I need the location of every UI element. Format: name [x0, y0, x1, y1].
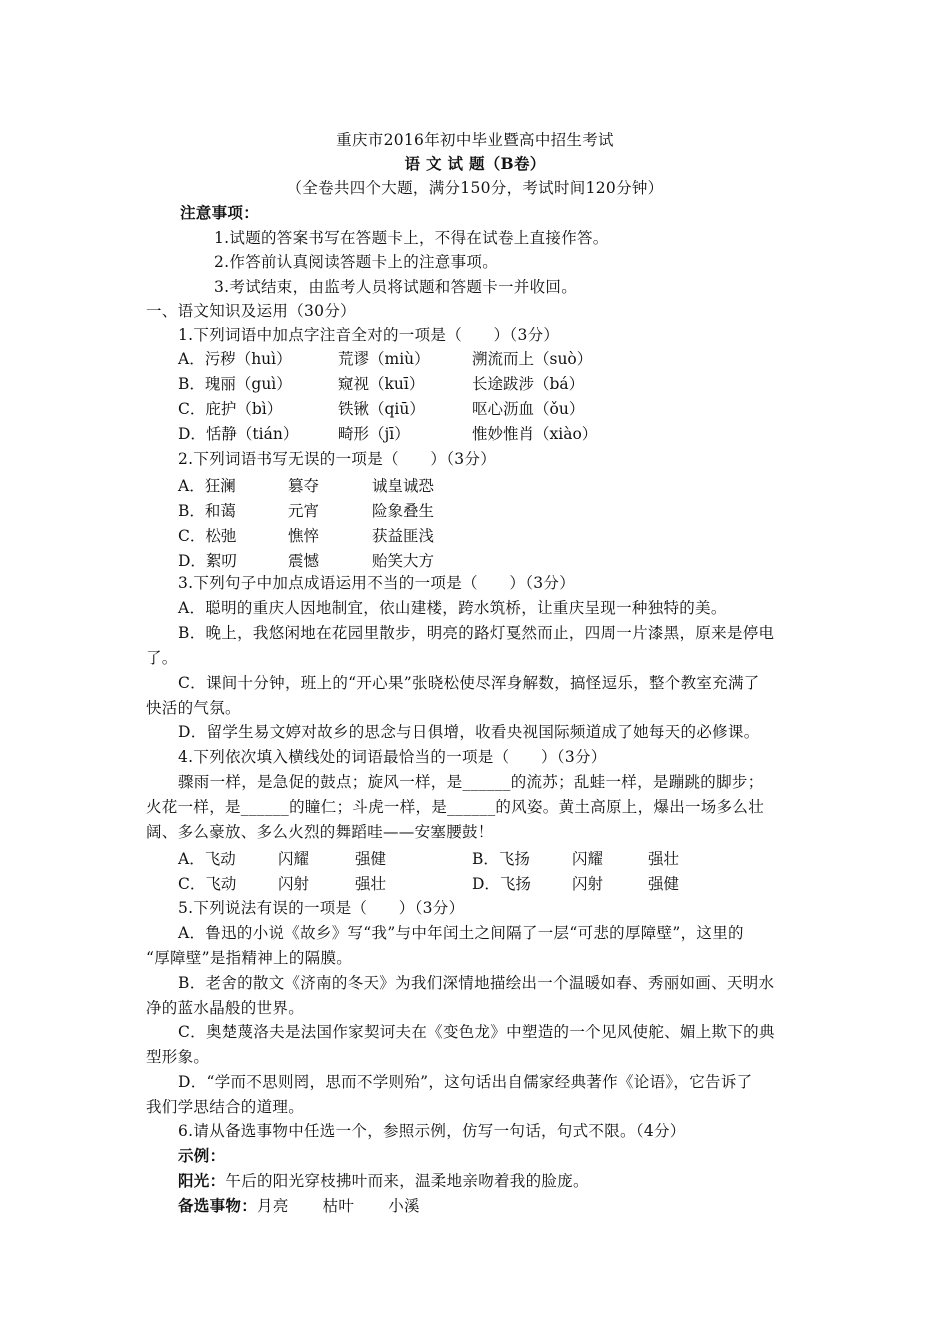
q3-option-c-cont: 快活的气氛。: [146, 699, 241, 717]
q6-example: [178, 1171, 589, 1191]
q2-row-d-col1: D．絮叨: [178, 552, 237, 570]
exam-title: 重庆市2016年初中毕业暨高中招生考试: [336, 131, 614, 149]
q2-row-c-col3: 获益匪浅: [372, 527, 435, 545]
q4-option-d-word1: D．飞扬: [472, 875, 531, 893]
q1-stem: 1.下列词语中加点字注音全对的一项是（ ）（3分）: [178, 326, 560, 344]
q5-option-a: A．鲁迅的小说《故乡》写“我”与中年闰土之间隔了一层“可悲的厚障壁”，这里的: [178, 924, 744, 942]
q4-option-a-word3: 强健: [355, 850, 387, 868]
q4-passage-line-2: 火花一样，是______的瞳仁；斗虎一样，是______的风姿。黄土高原上，爆出一场多么壮: [146, 798, 765, 816]
q5-stem: 5.下列说法有误的一项是（ ）（3分）: [178, 899, 465, 917]
q4-option-d-word3: 强健: [648, 875, 680, 893]
q6-choice-2: 枯叶: [322, 1197, 355, 1215]
q2-row-d-col3: 贻笑大方: [372, 552, 435, 570]
notice-item-1: 1.试题的答案书写在答题卡上，不得在试卷上直接作答。: [214, 229, 609, 247]
q4-option-c-word3: 强壮: [355, 875, 387, 893]
q3-option-a: A．聪明的重庆人因地制宜，依山建楼，跨水筑桥，让重庆呈现一种独特的美。: [178, 599, 727, 617]
q1-row-c-col3: 呕心沥血（ǒu）: [472, 400, 585, 418]
q3-option-c: C．课间十分钟，班上的“开心果”张晓松使尽浑身解数，搞怪逗乐，整个教室充满了: [178, 674, 760, 692]
notice-heading: 注意事项：: [180, 203, 260, 222]
q1-row-b-col1: B．瑰丽（guì）: [178, 375, 292, 393]
q5-option-a-cont: “厚障壁”是指精神上的隔膜。: [146, 949, 353, 967]
q4-passage-line-1: 骤雨一样，是急促的鼓点；旋风一样，是______的流苏；乱蛙一样，是蹦跳的脚步；: [178, 773, 764, 791]
q2-row-c-col1: C．松弛: [178, 527, 237, 545]
q2-row-a-col2: 篡夺: [288, 477, 320, 495]
q6-example-key: 阳光：: [178, 1171, 226, 1190]
q4-option-a-word1: A．飞动: [178, 850, 236, 868]
q3-option-b-cont: 了。: [146, 649, 178, 667]
section-title: 一、语文知识及运用（30分）: [146, 302, 356, 320]
q3-option-d: D．留学生易文婷对故乡的思念与日俱增，收看央视国际频道成了她每天的必修课。: [178, 723, 760, 741]
q4-option-b-word1: B．飞扬: [472, 850, 530, 868]
q5-option-c: C．奥楚蔑洛夫是法国作家契诃夫在《变色龙》中塑造的一个见风使舵、媚上欺下的典: [178, 1023, 775, 1041]
q2-row-c-col2: 憔悴: [288, 527, 320, 545]
q1-row-b-col2: 窥视（kuī）: [338, 375, 425, 393]
q1-row-a-col2: 荒谬（miù）: [338, 350, 430, 368]
q6-stem: 6.请从备选事物中任选一个，参照示例，仿写一句话，句式不限。（4分）: [178, 1122, 686, 1140]
q2-row-a-col1: A．狂澜: [178, 477, 236, 495]
q4-option-b-word2: 闪耀: [572, 850, 604, 868]
q2-stem: 2.下列词语书写无误的一项是（ ）（3分）: [178, 450, 497, 468]
exam-info: （全卷共四个大题，满分150分，考试时间120分钟）: [286, 179, 664, 197]
q4-passage-line-3: 阔、多么豪放、多么火烈的舞蹈哇——安塞腰鼓！: [146, 823, 494, 841]
q5-option-d-cont: 我们学思结合的道理。: [146, 1098, 305, 1116]
q2-row-b-col2: 元宵: [288, 502, 320, 520]
q6-example-label: 示例：: [178, 1146, 226, 1165]
q1-row-d-col1: D．恬静（tián）: [178, 425, 299, 443]
q6-choices-label: 备选事物：: [178, 1196, 258, 1215]
q5-option-b-cont: 净的蓝水晶般的世界。: [146, 999, 305, 1017]
q4-option-a-word2: 闪耀: [278, 850, 310, 868]
q1-row-c-col2: 铁锹（qiū）: [338, 400, 425, 418]
exam-subtitle: 语 文 试 题（B卷）: [404, 154, 546, 173]
q6-choice-1: 月亮: [257, 1197, 289, 1215]
q6-choice-3: 小溪: [388, 1197, 420, 1215]
q5-option-b: B．老舍的散文《济南的冬天》为我们深情地描绘出一个温暖如春、秀丽如画、天明水: [178, 974, 775, 992]
q1-row-c-col1: C．庇护（bì）: [178, 400, 283, 418]
q4-option-c-word2: 闪射: [278, 875, 310, 893]
notice-item-3: 3.考试结束，由监考人员将试题和答题卡一并收回。: [214, 278, 577, 296]
q5-option-d: D．“学而不思则罔，思而不学则殆”，这句话出自儒家经典著作《论语》，它告诉了: [178, 1073, 753, 1091]
q1-row-b-col3: 长途跋涉（bá）: [472, 375, 585, 393]
q1-row-a-col1: A．污秽（huì）: [178, 350, 292, 368]
q2-row-d-col2: 震憾: [288, 552, 320, 570]
q1-row-d-col2: 畸形（jī）: [338, 425, 410, 443]
q6-example-text: 午后的阳光穿枝拂叶而来，温柔地亲吻着我的脸庞。: [225, 1172, 589, 1190]
q2-row-b-col3: 险象叠生: [372, 502, 435, 520]
q6-choices: [178, 1196, 420, 1216]
q2-row-a-col3: 诚皇诚恐: [372, 477, 435, 495]
q4-option-b-word3: 强壮: [648, 850, 680, 868]
q3-stem: 3.下列句子中加点成语运用不当的一项是（ ）（3分）: [178, 574, 576, 592]
q1-row-a-col3: 溯流而上（suò）: [472, 350, 593, 368]
q1-row-d-col3: 惟妙惟肖（xiào）: [472, 425, 598, 443]
q4-option-c-word1: C．飞动: [178, 875, 237, 893]
q2-row-b-col1: B．和蔼: [178, 502, 236, 520]
q4-stem: 4.下列依次填入横线处的词语最恰当的一项是（ ）（3分）: [178, 748, 607, 766]
q4-option-d-word2: 闪射: [572, 875, 604, 893]
q5-option-c-cont: 型形象。: [146, 1048, 210, 1066]
notice-item-2: 2.作答前认真阅读答题卡上的注意事项。: [214, 253, 498, 271]
q3-option-b: B．晚上，我悠闲地在花园里散步，明亮的路灯戛然而止，四周一片漆黑，原来是停电: [178, 624, 775, 642]
